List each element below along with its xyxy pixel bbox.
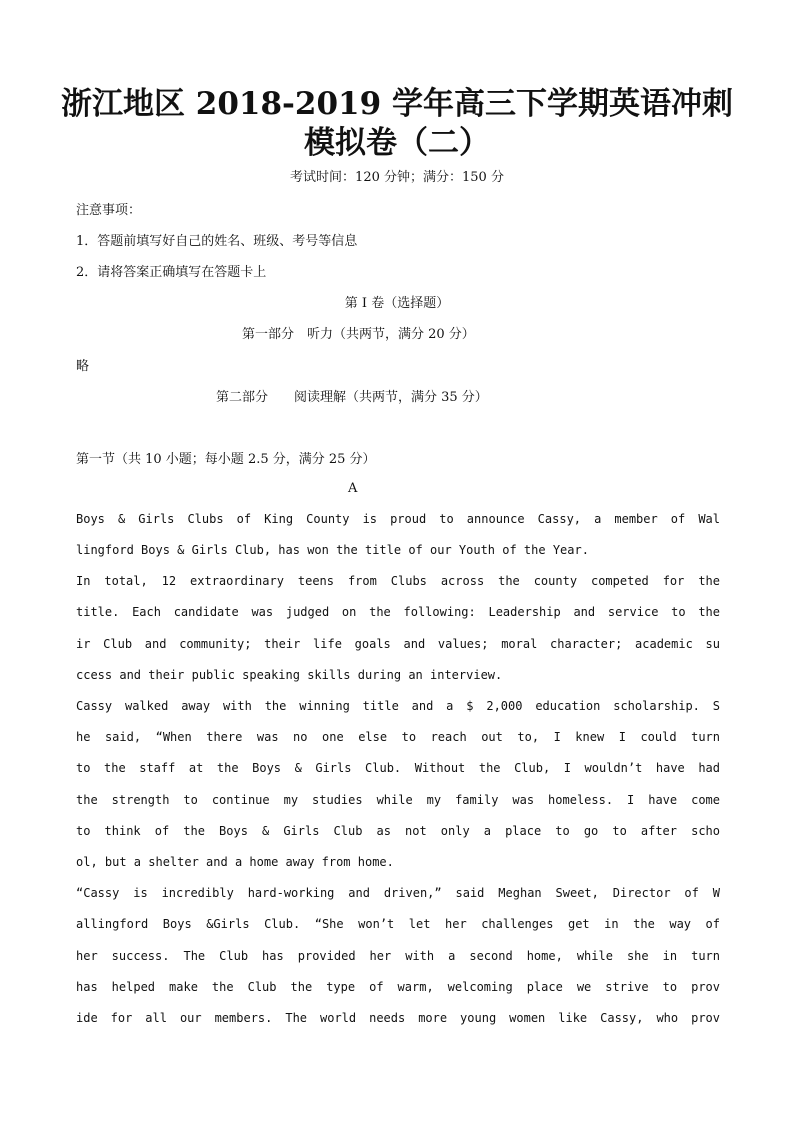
passage-line: he said, “When there was no one else to reach out to, I knew I could turn [76, 730, 720, 744]
exam-info: 考试时间：120 分钟；满分：150 分 [290, 170, 504, 185]
notes-item-1: 1．答题前填写好自己的姓名、班级、考号等信息 [76, 234, 358, 249]
notes-item-2: 2．请将答案正确填写在答题卡上 [76, 265, 267, 280]
passage-line: to think of the Boys & Girls Club as not only a place to go to after scho [76, 824, 720, 838]
section1-heading: 第一节（共 10 小题；每小题 2.5 分，满分 25 分） [76, 452, 376, 467]
passage-line: lingford Boys & Girls Club, has won the title of our Youth of the Year. [76, 543, 589, 557]
volume-heading: 第 I 卷（选择题） [344, 296, 450, 311]
passage-line: Cassy walked away with the winning title and a $ 2,000 education scholarship. S [76, 699, 720, 713]
passage-line: ccess and their public speaking skills during an interview. [76, 668, 503, 682]
passage-line: allingford Boys &Girls Club. “She won’t let her challenges get in the way of [76, 917, 720, 931]
passage-line: her success. The Club has provided her with a second home, while she in turn [76, 949, 720, 963]
passage-line: ide for all our members. The world needs more young women like Cassy, who prov [76, 1011, 720, 1025]
notes-heading: 注意事项： [76, 203, 142, 218]
passage-line: ir Club and community; their life goals and values; moral character; academic su [76, 637, 720, 651]
omitted-note: 略 [76, 359, 90, 374]
passage-line: In total, 12 extraordinary teens from Clubs across the county competed for the [76, 574, 720, 588]
passage-line: ol, but a shelter and a home away from home. [76, 855, 394, 869]
document-title-line1: 浙江地区 2018-2019 学年高三下学期英语冲刺 [60, 86, 733, 122]
passage-line: Boys & Girls Clubs of King County is proud to announce Cassy, a member of Wal [76, 512, 720, 526]
passage-line: “Cassy is incredibly hard-working and driven,” said Meghan Sweet, Director of W [76, 886, 720, 900]
passage-line: title. Each candidate was judged on the following: Leadership and service to the [76, 605, 720, 619]
passage-line: to the staff at the Boys & Girls Club. Without the Club, I wouldn’t have had [76, 761, 720, 775]
passage-line: the strength to continue my studies while my family was homeless. I have come [76, 793, 720, 807]
part2-heading: 第二部分 阅读理解（共两节，满分 35 分） [216, 390, 488, 405]
part1-heading: 第一部分 听力（共两节，满分 20 分） [242, 327, 475, 342]
passage-line: has helped make the Club the type of warm, welcoming place we strive to prov [76, 980, 720, 994]
passage-label: A [348, 481, 358, 496]
document-title-line2: 模拟卷（二） [304, 125, 490, 161]
